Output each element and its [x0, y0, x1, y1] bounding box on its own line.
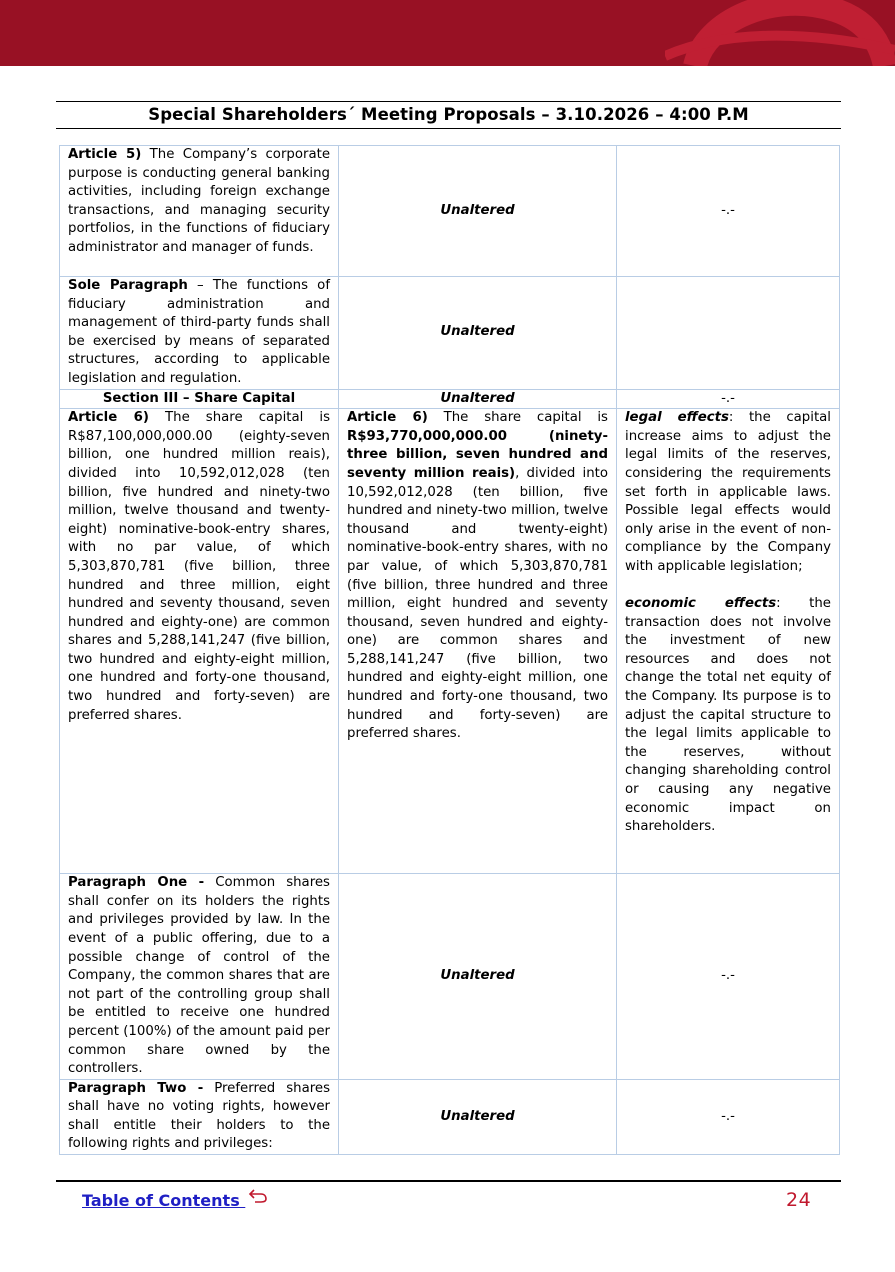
article-label: Article 6) — [347, 410, 428, 426]
current-text-cell — [60, 874, 339, 1080]
current-text-cell — [60, 146, 339, 277]
paragraph-label: Sole Paragraph — [68, 278, 188, 293]
section-heading: Section III – Share Capital — [102, 390, 296, 406]
proposed-text-cell — [339, 389, 617, 409]
legal-effects-text: : the capital increase aims to adjust the legal limits of the reserves, considering the requirements set forth in applicable laws. Possible legal effects would only arise in the event of non-compliance by the Company with applicable legislation; — [625, 410, 831, 574]
table-row — [60, 874, 840, 1080]
proposed-text-cell — [339, 277, 617, 390]
legal-effects-label: legal effects — [625, 410, 729, 426]
unaltered-label: Unaltered — [440, 202, 515, 218]
article-text: The share capital is — [427, 410, 608, 426]
paragraph-text: Preferred shares shall have no voting rights, however shall entitle their holders to the following rights and privileges: — [68, 1080, 330, 1152]
paragraph-text: Common shares shall confer on its holders the rights and privileges provided by law. In the event of a public offering, due to a possible change of control of the Company, the common shares that are not part of the controlling group shall be entitled to receive one hundred percent (100%) of the amount paid per common share owned by the controllers. — [68, 875, 330, 1077]
justification-text: -.- — [721, 1108, 735, 1124]
return-arrow-icon — [248, 1188, 268, 1204]
section-heading-cell — [60, 389, 339, 409]
toc-label: Table of Contents — [82, 1191, 246, 1210]
header-banner — [0, 0, 895, 66]
paragraph-label: Paragraph One - — [68, 875, 205, 891]
unaltered-label: Unaltered — [440, 968, 515, 984]
justification-cell — [617, 389, 840, 409]
unaltered-label: Unaltered — [440, 324, 515, 340]
justification-cell — [617, 277, 840, 390]
table-row — [60, 389, 840, 409]
article-text: , divided into 10,592,012,028 (ten billion, five hundred and ninety-two million, twelve thousand and twenty-eight) nominative-book-entry shares, with no par value, of which 5,303,870,781 (five billion, three hundred and three million, eight hundred and seventy thousand, seven hundred and eighty-one) are common shares and 5,288,141,247 (five billion, two hundred and eighty-eight million, one hundred and forty-one thousand, two hundred and forty-seven) are preferred shares. — [347, 465, 608, 742]
unaltered-label: Unaltered — [440, 1108, 515, 1124]
justification-cell — [617, 146, 840, 277]
proposed-text-cell — [339, 146, 617, 277]
page-title: Special Shareholders´ Meeting Proposals – 3.10.2026 – 4:00 P.M — [56, 101, 841, 129]
article-text: The Company’s corporate purpose is conducting general banking activities, including foreign exchange transactions, and managing security portfolios, in the functions of fiduciary administrator and manager of funds. — [68, 147, 330, 255]
current-text-cell — [60, 1079, 339, 1154]
footer-divider — [56, 1180, 841, 1182]
economic-effects-text: : the transaction does not involve the investment of new resources and does not change the total net equity of the Company. Its purpose is to adjust the capital structure to the legal limits applicable to the reserves, without changing shareholding control or causing any negative economic impact on shareholders. — [625, 596, 831, 835]
justification-cell — [617, 874, 840, 1080]
new-capital-amount: R$93,770,000,000.00 (ninety-three billion, seven hundred and seventy million reais) — [347, 428, 608, 481]
proposed-text-cell — [339, 409, 617, 874]
table-row — [60, 1079, 840, 1154]
spacer — [625, 577, 831, 596]
economic-effects-label: economic effects — [625, 596, 777, 612]
table-of-contents-link[interactable] — [82, 1188, 268, 1213]
paragraph-text: – The functions of fiduciary administration and management of third-party funds shall be exercised by means of separated structures, according to applicable legislation and regulation. — [68, 278, 330, 386]
brand-logo-icon — [665, 0, 895, 66]
current-text-cell — [60, 277, 339, 390]
article-label: Article 5) — [68, 147, 142, 162]
proposed-text-cell — [339, 874, 617, 1080]
table-row — [60, 146, 840, 277]
proposals-table — [59, 145, 840, 1155]
article-label: Article 6) — [68, 410, 149, 426]
page-number: 24 — [786, 1189, 812, 1211]
justification-text: -.- — [721, 390, 735, 406]
article-text: The share capital is R$87,100,000,000.00 (eighty-seven billion, one hundred million reais), divided into 10,592,012,028 (ten billion, five hundred and ninety-two million, twelve thousand and twenty-eight) nominative-book-entry shares, with no par value, of which 5,303,870,781 (five billion, three hundred and three million, eight hundred and seventy thousand, seven hundred and eighty-one) are common shares and 5,288,141,247 (five billion, two hundred and eighty-eight million, one hundred and forty-one thousand, two hundred and forty-seven) are preferred shares. — [68, 410, 330, 723]
table-row — [60, 409, 840, 874]
table-row — [60, 277, 840, 390]
justification-cell — [617, 409, 840, 874]
unaltered-label: Unaltered — [440, 390, 515, 406]
paragraph-label: Paragraph Two - — [68, 1080, 204, 1096]
justification-text: -.- — [721, 202, 735, 218]
proposed-text-cell — [339, 1079, 617, 1154]
current-text-cell — [60, 409, 339, 874]
justification-cell — [617, 1079, 840, 1154]
justification-text: -.- — [721, 968, 735, 984]
